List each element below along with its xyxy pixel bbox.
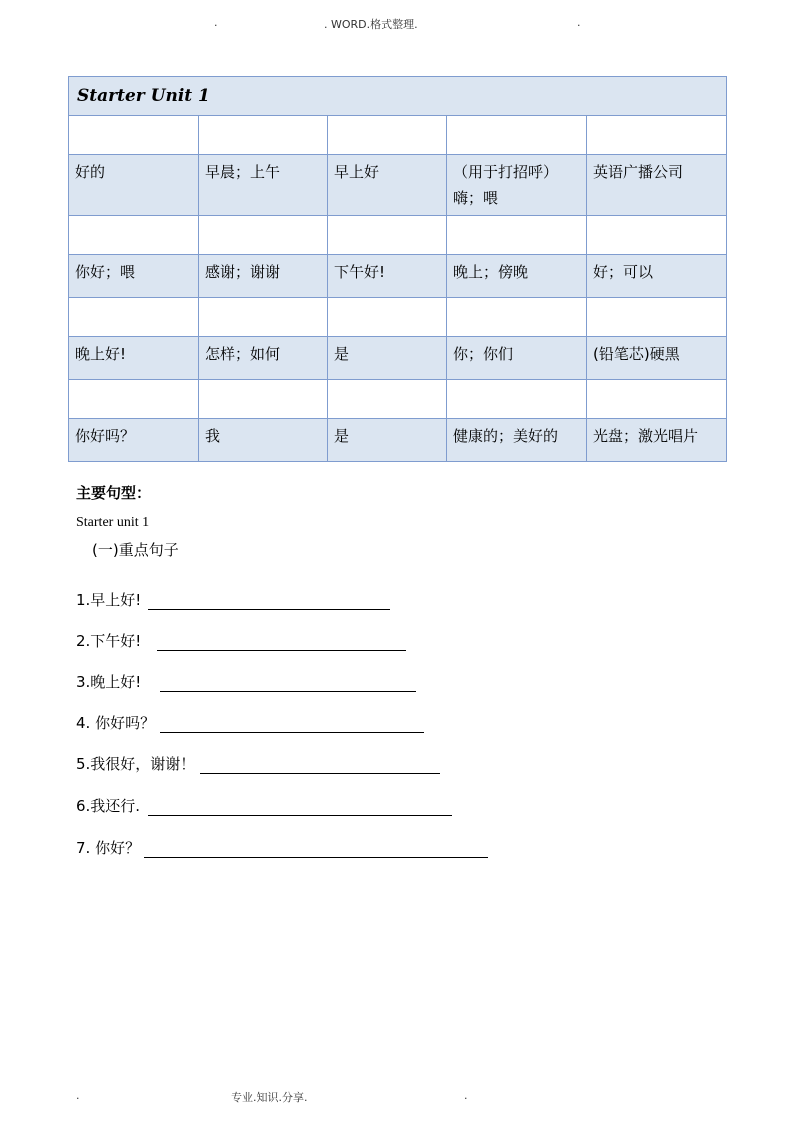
vocab-blank-cell[interactable] <box>328 216 447 255</box>
answer-line[interactable] <box>144 857 488 858</box>
vocab-meaning-cell: 怎样；如何 <box>199 337 328 380</box>
vocab-blank-cell[interactable] <box>199 116 328 155</box>
vocab-meaning-cell: 是 <box>328 419 447 462</box>
footer-center-text: 专业.知识.分享. <box>231 1091 308 1104</box>
vocab-meaning-row <box>69 255 727 298</box>
sentence-prompt: 5.我很好，谢谢！ <box>76 755 196 773</box>
vocab-meaning-row <box>69 419 727 462</box>
vocab-blank-row <box>69 298 727 337</box>
sentence-prompt: 7. 你好？ <box>76 839 141 857</box>
vocab-meaning-cell: 我 <box>199 419 328 462</box>
vocab-blank-cell[interactable] <box>328 116 447 155</box>
vocab-title-row <box>69 77 727 116</box>
vocab-meaning-cell: 晚上好! <box>69 337 199 380</box>
answer-line[interactable] <box>200 773 440 774</box>
vocab-blank-cell[interactable] <box>587 380 727 419</box>
vocab-blank-cell[interactable] <box>587 116 727 155</box>
vocab-meaning-row <box>69 155 727 216</box>
answer-line[interactable] <box>160 691 416 692</box>
vocab-meaning-cell: 健康的；美好的 <box>447 419 587 462</box>
vocab-meaning-cell: 早上好 <box>328 155 447 216</box>
footer-right-dot: . <box>464 1089 468 1102</box>
sentence-prompt: 3.晚上好! <box>76 673 142 691</box>
vocab-blank-cell[interactable] <box>199 216 328 255</box>
vocab-meaning-cell: 早晨；上午 <box>199 155 328 216</box>
header-center-text: . WORD.格式整理. <box>324 18 418 31</box>
header-left-dot: . <box>214 16 218 29</box>
vocab-blank-cell[interactable] <box>328 298 447 337</box>
vocab-meaning-cell: 好；可以 <box>587 255 727 298</box>
footer-left-dot: . <box>76 1089 80 1102</box>
vocab-meaning-cell: （用于打招呼）嗨；喂 <box>447 155 587 216</box>
answer-line[interactable] <box>157 650 406 651</box>
vocab-blank-cell[interactable] <box>447 216 587 255</box>
vocab-meaning-cell: 你；你们 <box>447 337 587 380</box>
sentences-subheading: (一)重点句子 <box>92 541 179 559</box>
header-right-dot: . <box>577 16 581 29</box>
sentence-item <box>76 630 141 652</box>
sentence-prompt: 6.我还行. <box>76 797 141 815</box>
vocab-meaning-cell: 英语广播公司 <box>587 155 727 216</box>
vocab-blank-cell[interactable] <box>328 380 447 419</box>
sentence-item <box>76 589 141 611</box>
vocab-meaning-row <box>69 337 727 380</box>
vocab-meaning-cell: 你好；喂 <box>69 255 199 298</box>
sentence-prompt: 2.下午好! <box>76 632 142 650</box>
vocab-blank-cell[interactable] <box>447 380 587 419</box>
page-header <box>0 16 794 30</box>
vocab-meaning-cell: 是 <box>328 337 447 380</box>
vocab-blank-cell[interactable] <box>69 380 199 419</box>
vocab-blank-cell[interactable] <box>69 116 199 155</box>
page-footer <box>0 1089 794 1103</box>
vocab-title: Starter Unit 1 <box>69 77 727 116</box>
sentence-item <box>76 712 155 734</box>
vocab-blank-cell[interactable] <box>447 298 587 337</box>
vocab-blank-row <box>69 216 727 255</box>
sentences-title: 主要句型： <box>76 484 152 502</box>
vocab-blank-cell[interactable] <box>199 380 328 419</box>
sentence-item <box>76 837 140 859</box>
vocab-blank-cell[interactable] <box>587 298 727 337</box>
vocab-meaning-cell: 光盘；激光唱片 <box>587 419 727 462</box>
vocab-blank-row <box>69 116 727 155</box>
vocab-blank-cell[interactable] <box>447 116 587 155</box>
vocab-meaning-cell: (铅笔芯)硬黑 <box>587 337 727 380</box>
vocab-meaning-cell: 晚上；傍晚 <box>447 255 587 298</box>
vocab-meaning-cell: 下午好! <box>328 255 447 298</box>
sentences-unit: Starter unit 1 <box>76 515 150 530</box>
sentence-item <box>76 795 140 817</box>
answer-line[interactable] <box>148 609 390 610</box>
vocab-meaning-cell: 你好吗？ <box>69 419 199 462</box>
answer-line[interactable] <box>148 815 452 816</box>
sentence-item <box>76 671 141 693</box>
vocab-meaning-cell: 感谢；谢谢 <box>199 255 328 298</box>
vocab-meaning-cell: 好的 <box>69 155 199 216</box>
vocab-blank-cell[interactable] <box>587 216 727 255</box>
sentence-item <box>76 753 195 775</box>
vocab-blank-row <box>69 380 727 419</box>
vocab-blank-cell[interactable] <box>69 216 199 255</box>
sentence-prompt: 4. 你好吗？ <box>76 714 156 732</box>
vocab-blank-cell[interactable] <box>199 298 328 337</box>
answer-line[interactable] <box>160 732 424 733</box>
sentence-prompt: 1.早上好! <box>76 591 142 609</box>
vocab-blank-cell[interactable] <box>69 298 199 337</box>
vocab-table <box>68 76 727 462</box>
